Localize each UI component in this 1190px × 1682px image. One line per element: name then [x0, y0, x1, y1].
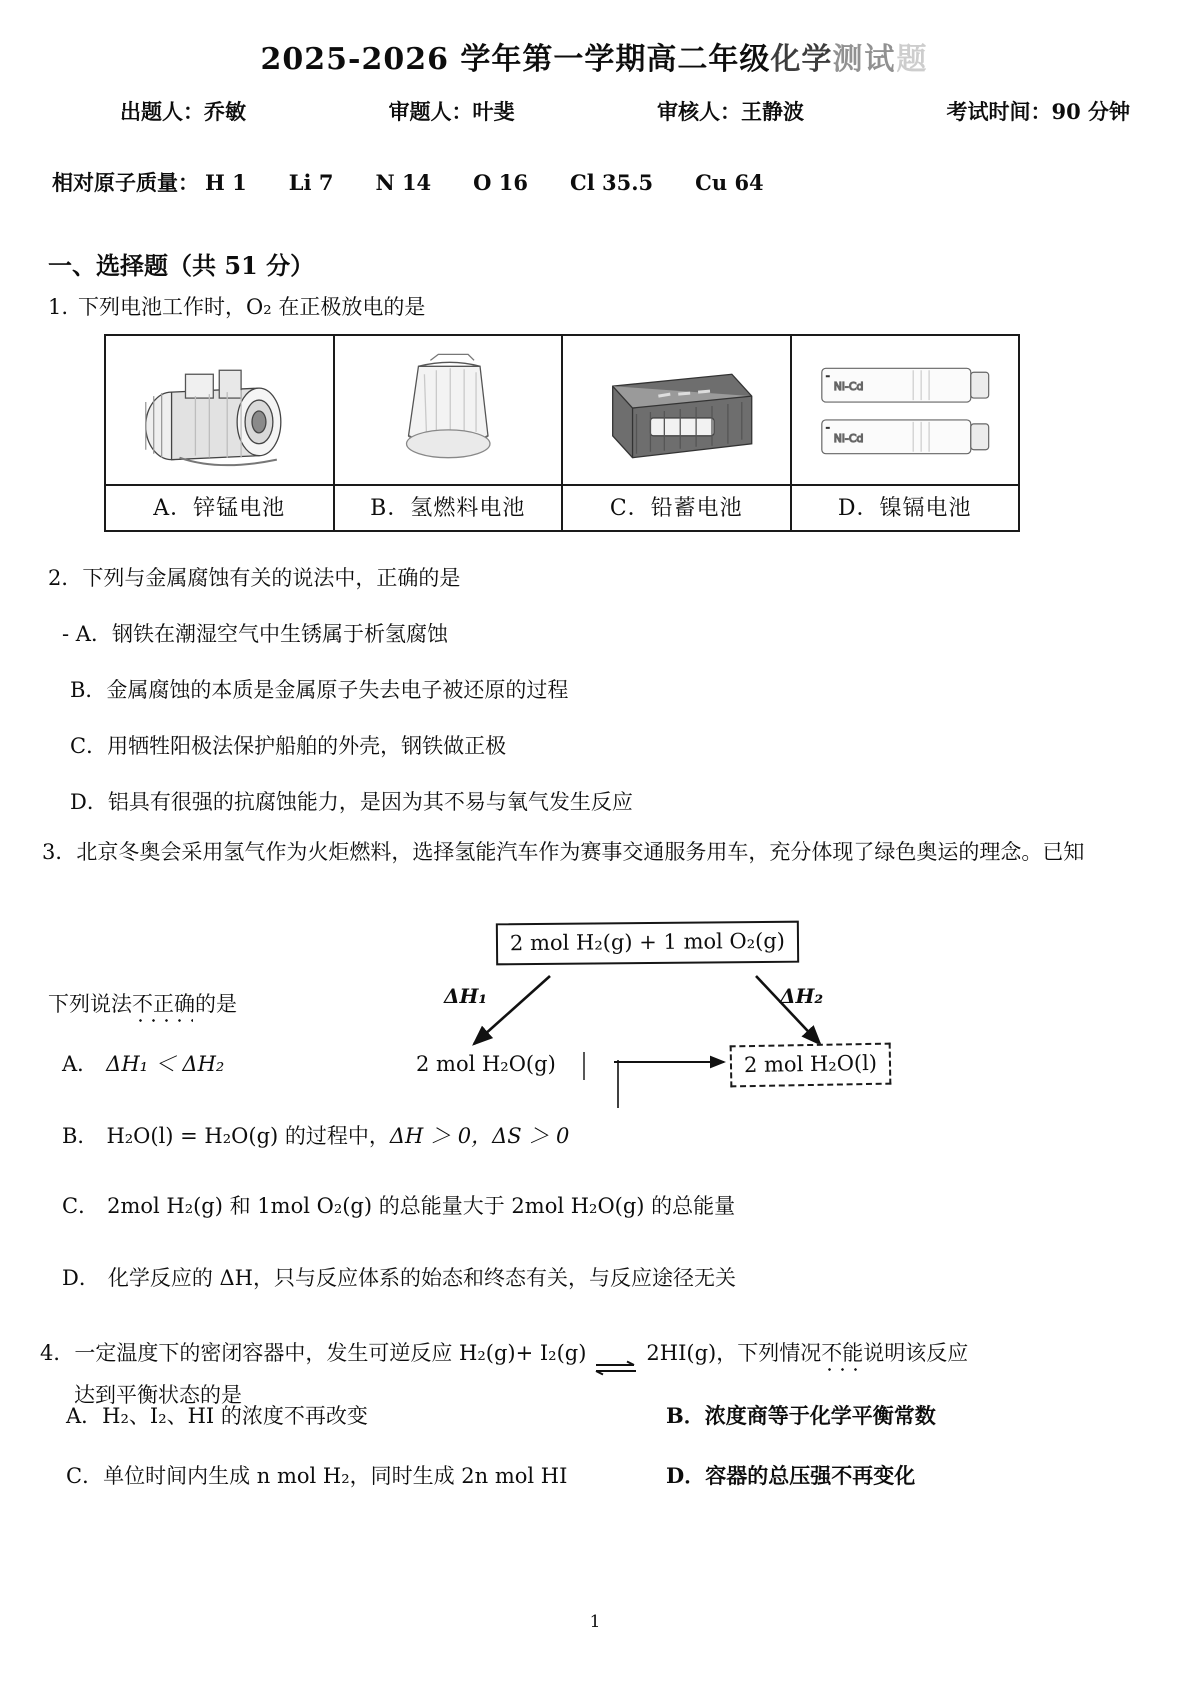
byline-checker: 审核人：王静波: [656, 99, 804, 124]
question-1-number: 1.: [48, 295, 69, 319]
question-4-option-d[interactable]: D．容器的总压强不再变化: [666, 1463, 916, 1488]
option-label-a[interactable]: A．锌锰电池: [105, 485, 334, 531]
page-number: 1: [589, 1612, 601, 1632]
question-3-option-d-label: D．: [62, 1266, 100, 1290]
question-3-option-a-text: ΔH₁ ＜ ΔH₂: [106, 1052, 225, 1076]
atomic-mass-cl: Cl 35.5: [570, 170, 654, 195]
zinc-manganese-cylindrical-battery-icon: [110, 340, 329, 480]
question-3-option-b-text-1: H₂O(l) = H₂O(g) 的过程中，: [106, 1124, 390, 1148]
atomic-mass-label: 相对原子质量：: [52, 170, 199, 195]
atomic-mass-cu: Cu 64: [695, 170, 764, 195]
question-2: [48, 562, 1138, 842]
question-3-option-a-label: A．: [62, 1052, 99, 1076]
question-4-option-b[interactable]: B．浓度商等于化学平衡常数: [666, 1403, 936, 1428]
question-3-options: [48, 1048, 1158, 1334]
atomic-mass-h: H 1: [205, 170, 247, 195]
byline-reviewer: 审题人：叶斐: [388, 99, 515, 124]
question-3-option-b[interactable]: [48, 1120, 1158, 1150]
svg-text:Ni-Cd: Ni-Cd: [833, 380, 863, 394]
question-4-options-row-1: [66, 1400, 1156, 1430]
question-4-options-row-2: [66, 1460, 1156, 1490]
question-4-stem-line-2: 达到平衡状态的是: [74, 1383, 242, 1407]
page-title-faded-3: 题: [896, 42, 930, 77]
byline: [120, 96, 1130, 126]
battery-image-cell-d: [791, 335, 1020, 485]
page-title-faded-2: 测试: [832, 42, 897, 77]
atomic-mass-li: Li 7: [288, 170, 334, 195]
question-4-stem-part-3: 说明该反应: [863, 1341, 969, 1365]
question-3-option-b-text-2: ΔH ＞ 0，ΔS ＞ 0: [389, 1124, 570, 1148]
lead-acid-battery-block-icon: [567, 340, 786, 480]
question-3-lead-before: 下列说法: [48, 992, 132, 1016]
atomic-mass-o: O 16: [473, 170, 528, 195]
option-label-c[interactable]: C．铅蓄电池: [562, 485, 791, 531]
question-4-stem-part-1: 4．一定温度下的密闭容器中，发生可逆反应 H₂(g)+ I₂(g): [40, 1341, 587, 1365]
question-1-option-table: [104, 334, 1020, 532]
option-label-d[interactable]: D．镍镉电池: [791, 485, 1020, 531]
battery-image-cell-b: [334, 335, 563, 485]
question-3-lead-emphasis: 不正确: [132, 992, 195, 1016]
question-2-option-d[interactable]: D．铝具有很强的抗腐蚀能力，是因为其不易与氧气发生反应: [70, 790, 633, 814]
table-row-images: [105, 335, 1019, 485]
atomic-mass-line: [52, 167, 806, 197]
energy-diagram-top-box: [496, 921, 799, 966]
question-4-option-a[interactable]: A．H₂、I₂、HI 的浓度不再改变: [66, 1404, 368, 1428]
question-4-stem-part-2: 2HI(g)，下列情况: [646, 1341, 822, 1365]
page-title: [0, 34, 1190, 78]
nickel-cadmium-battery-pair-icon: [796, 340, 1015, 480]
question-2-option-c[interactable]: C．用牺牲阳极法保护船舶的外壳，钢铁做正极: [70, 734, 507, 758]
energy-diagram-top-box-text: 2 mol H₂(g) + 1 mol O₂(g): [509, 928, 786, 956]
question-3-option-d-text: 化学反应的 ΔH，只与反应体系的始态和终态有关，与反应途径无关: [107, 1266, 736, 1290]
page-title-main: 2025-2026 学年第一学期高二年级: [260, 42, 771, 77]
question-3-option-b-label: B．: [62, 1124, 99, 1148]
question-2-stem: 2．下列与金属腐蚀有关的说法中，正确的是: [48, 566, 461, 590]
question-3-option-c-text: 2mol H₂(g) 和 1mol O₂(g) 的总能量大于 2mol H₂O(g) 的总能量: [107, 1194, 736, 1218]
question-3-option-c[interactable]: [48, 1190, 1158, 1220]
equilibrium-arrow-icon: [592, 1348, 640, 1362]
question-1-stem: [48, 291, 425, 321]
question-4-option-c[interactable]: C．单位时间内生成 n mol H₂，同时生成 2n mol HI: [66, 1464, 568, 1488]
byline-duration: 考试时间：90 分钟: [946, 99, 1130, 124]
energy-diagram-right-box-text: 2 mol H₂O(l): [743, 1050, 878, 1078]
energy-diagram-left-node: 2 mol H₂O(g): [416, 1052, 556, 1076]
question-3-option-a[interactable]: [48, 1048, 1158, 1078]
atomic-mass-n: N 14: [375, 170, 432, 195]
question-4-stem-emphasis: 不能: [821, 1341, 864, 1365]
question-1-text: 下列电池工作时，O₂ 在正极放电的是: [78, 295, 426, 319]
svg-text:Ni-Cd: Ni-Cd: [833, 431, 863, 445]
question-2-option-b[interactable]: B．金属腐蚀的本质是金属原子失去电子被还原的过程: [70, 678, 569, 702]
battery-image-cell-a: [105, 335, 334, 485]
question-3-option-d[interactable]: [48, 1262, 1158, 1292]
byline-author: 出题人：乔敏: [120, 99, 246, 124]
page-title-faded-1: 化学: [770, 42, 833, 77]
energy-diagram-label-delta-h1: ΔH₁: [444, 984, 488, 1008]
energy-diagram-label-delta-h2: ΔH₂: [780, 984, 824, 1008]
hydrogen-fuel-cell-icon: [339, 340, 558, 480]
question-3-lead: [48, 988, 237, 1018]
section-heading-multiple-choice: 一、选择题（共 51 分）: [48, 251, 315, 280]
question-4-options: [66, 1400, 1156, 1520]
question-2-option-a[interactable]: - A．钢铁在潮湿空气中生锈属于析氢腐蚀: [48, 618, 1138, 648]
question-3-option-c-label: C．: [62, 1194, 100, 1218]
option-label-b[interactable]: B．氢燃料电池: [334, 485, 563, 531]
battery-image-cell-c: [562, 335, 791, 485]
question-3-stem: 3．北京冬奥会采用氢气作为火炬燃料，选择氢能汽车作为赛事交通服务用车，充分体现了绿色奥运的理念。已知: [42, 840, 1085, 864]
question-3-lead-after: 的是: [195, 992, 237, 1016]
table-row-labels: [105, 485, 1019, 531]
